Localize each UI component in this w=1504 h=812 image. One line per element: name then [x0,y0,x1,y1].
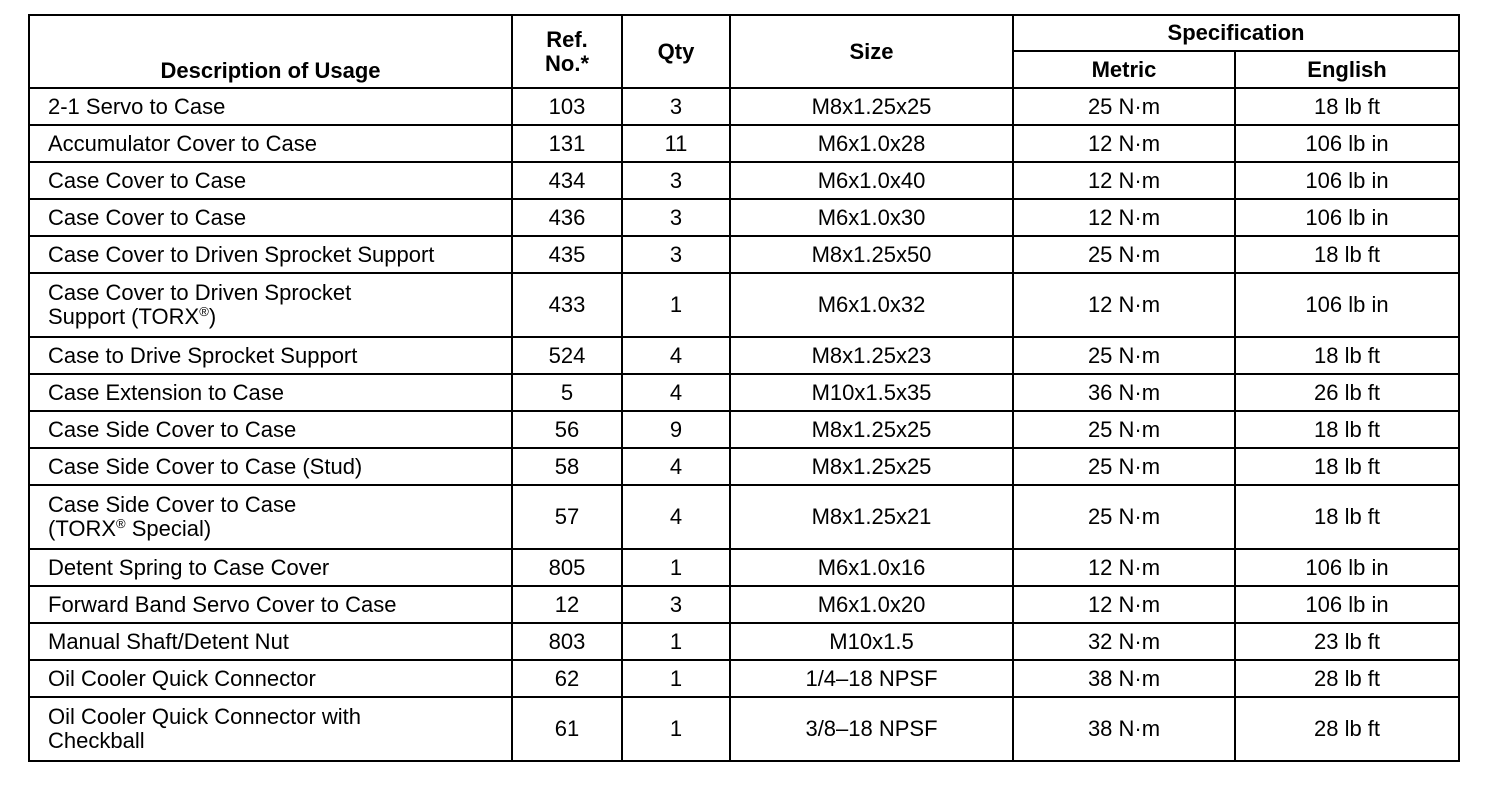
description-line: Case Side Cover to Case [48,492,297,517]
cell-ref-no: 61 [512,697,622,761]
cell-size: 3/8–18 NPSF [730,697,1013,761]
cell-english: 106 lb in [1235,586,1459,623]
description-line: Case Cover to Driven Sprocket Support [48,241,435,267]
cell-english: 106 lb in [1235,199,1459,236]
cell-english: 106 lb in [1235,549,1459,586]
cell-size: 1/4–18 NPSF [730,660,1013,697]
table-row [29,411,1459,448]
cell-qty: 1 [622,273,730,337]
header-specification: Specification [1013,15,1459,51]
header-metric: Metric [1013,51,1235,88]
cell-qty: 1 [622,660,730,697]
table-row [29,660,1459,697]
cell-ref-no: 434 [512,162,622,199]
cell-size: M6x1.0x20 [730,586,1013,623]
cell-ref-no: 435 [512,236,622,273]
header-description: Description of Usage [29,15,512,88]
description-line: Forward Band Servo Cover to Case [48,591,397,617]
description-line: Detent Spring to Case Cover [48,554,330,580]
cell-size: M10x1.5x35 [730,374,1013,411]
cell-description [29,162,512,199]
cell-english: 106 lb in [1235,162,1459,199]
header-row-1 [29,15,1459,51]
cell-qty: 3 [622,586,730,623]
cell-size: M6x1.0x28 [730,125,1013,162]
cell-ref-no: 58 [512,448,622,485]
table-body [29,88,1459,761]
cell-english: 18 lb ft [1235,236,1459,273]
table-row [29,337,1459,374]
cell-ref-no: 62 [512,660,622,697]
description-line: Case Extension to Case [48,379,285,405]
cell-ref-no: 56 [512,411,622,448]
cell-size: M8x1.25x25 [730,411,1013,448]
cell-ref-no: 57 [512,485,622,549]
cell-english: 106 lb in [1235,273,1459,337]
cell-description [29,697,512,761]
cell-size: M8x1.25x23 [730,337,1013,374]
cell-qty: 1 [622,697,730,761]
cell-size: M6x1.0x32 [730,273,1013,337]
table-row [29,199,1459,236]
cell-ref-no: 805 [512,549,622,586]
cell-ref-no: 803 [512,623,622,660]
cell-size: M6x1.0x30 [730,199,1013,236]
cell-metric: 25 N·m [1013,485,1235,549]
header-ref-line2: No.* [545,50,589,76]
description-line: Checkball [48,728,145,753]
cell-size: M10x1.5 [730,623,1013,660]
cell-description [29,236,512,273]
cell-qty: 4 [622,485,730,549]
cell-size: M8x1.25x25 [730,88,1013,125]
cell-english: 18 lb ft [1235,485,1459,549]
table-row [29,697,1459,761]
table-row [29,623,1459,660]
description-line: 2-1 Servo to Case [48,93,226,119]
description-line: Case Side Cover to Case [48,416,297,442]
cell-qty: 3 [622,236,730,273]
cell-qty: 1 [622,549,730,586]
cell-ref-no: 103 [512,88,622,125]
description-line: Case Cover to Driven Sprocket [48,280,352,305]
description-line: Case Cover to Case [48,204,247,230]
header-ref-line1: Ref. [546,26,588,52]
table-row [29,549,1459,586]
table-row [29,485,1459,549]
cell-metric: 36 N·m [1013,374,1235,411]
cell-qty: 4 [622,374,730,411]
description-line: Case Cover to Case [48,167,247,193]
cell-description [29,549,512,586]
cell-metric: 32 N·m [1013,623,1235,660]
cell-metric: 25 N·m [1013,337,1235,374]
cell-ref-no: 524 [512,337,622,374]
torque-spec-table [28,14,1460,762]
cell-description [29,623,512,660]
table-row [29,273,1459,337]
table-row [29,586,1459,623]
cell-metric: 25 N·m [1013,411,1235,448]
cell-metric: 12 N·m [1013,273,1235,337]
cell-english: 26 lb ft [1235,374,1459,411]
cell-metric: 12 N·m [1013,549,1235,586]
cell-description [29,485,512,549]
header-english: English [1235,51,1459,88]
table-row [29,236,1459,273]
cell-english: 18 lb ft [1235,337,1459,374]
cell-english: 106 lb in [1235,125,1459,162]
description-line: Oil Cooler Quick Connector [48,665,316,691]
cell-description [29,273,512,337]
cell-qty: 4 [622,448,730,485]
description-line: Oil Cooler Quick Connector with [48,704,362,729]
cell-metric: 38 N·m [1013,660,1235,697]
cell-metric: 12 N·m [1013,199,1235,236]
table-row [29,374,1459,411]
cell-qty: 1 [622,623,730,660]
cell-description [29,199,512,236]
cell-english: 28 lb ft [1235,697,1459,761]
torque-spec-table-container [28,14,1458,762]
cell-description [29,337,512,374]
cell-size: M6x1.0x40 [730,162,1013,199]
header-ref-no [512,15,622,88]
description-line: Case to Drive Sprocket Support [48,342,358,368]
table-row [29,162,1459,199]
cell-qty: 3 [622,199,730,236]
cell-metric: 38 N·m [1013,697,1235,761]
cell-description [29,586,512,623]
cell-qty: 3 [622,162,730,199]
cell-english: 18 lb ft [1235,88,1459,125]
description-line: Manual Shaft/Detent Nut [48,628,289,654]
cell-metric: 25 N·m [1013,448,1235,485]
description-line: Accumulator Cover to Case [48,130,317,156]
table-row [29,125,1459,162]
cell-description [29,125,512,162]
cell-metric: 12 N·m [1013,125,1235,162]
cell-size: M8x1.25x21 [730,485,1013,549]
cell-description [29,448,512,485]
cell-size: M6x1.0x16 [730,549,1013,586]
cell-description [29,411,512,448]
cell-size: M8x1.25x50 [730,236,1013,273]
cell-metric: 25 N·m [1013,88,1235,125]
cell-size: M8x1.25x25 [730,448,1013,485]
table-row [29,448,1459,485]
cell-english: 18 lb ft [1235,411,1459,448]
cell-metric: 12 N·m [1013,586,1235,623]
cell-english: 28 lb ft [1235,660,1459,697]
cell-qty: 4 [622,337,730,374]
cell-qty: 11 [622,125,730,162]
cell-description [29,660,512,697]
cell-qty: 3 [622,88,730,125]
cell-metric: 12 N·m [1013,162,1235,199]
header-size: Size [730,15,1013,88]
cell-english: 23 lb ft [1235,623,1459,660]
cell-metric: 25 N·m [1013,236,1235,273]
cell-ref-no: 5 [512,374,622,411]
header-qty: Qty [622,15,730,88]
cell-description [29,374,512,411]
table-row [29,88,1459,125]
description-line: Support (TORX®) [48,304,217,329]
cell-english: 18 lb ft [1235,448,1459,485]
cell-ref-no: 433 [512,273,622,337]
cell-ref-no: 12 [512,586,622,623]
cell-ref-no: 131 [512,125,622,162]
description-line: (TORX® Special) [48,516,212,541]
cell-description [29,88,512,125]
description-line: Case Side Cover to Case (Stud) [48,453,363,479]
cell-ref-no: 436 [512,199,622,236]
cell-qty: 9 [622,411,730,448]
